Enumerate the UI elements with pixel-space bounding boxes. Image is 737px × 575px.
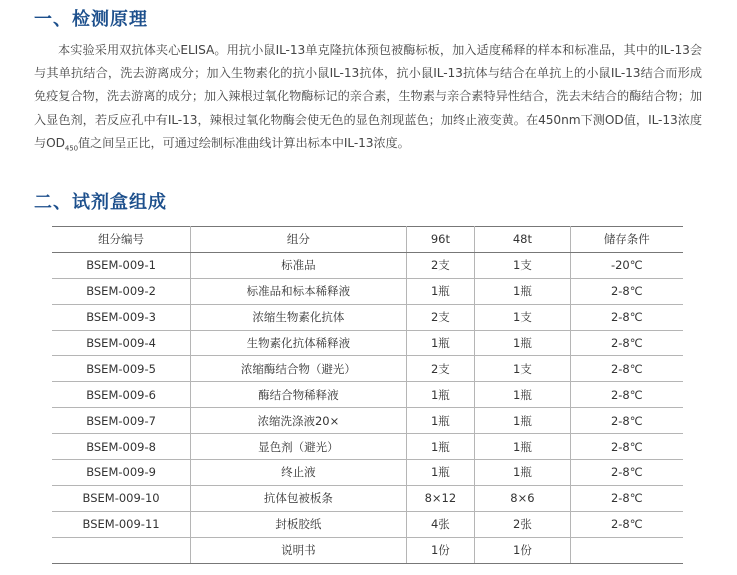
- cell-code: BSEM-009-6: [52, 382, 191, 408]
- header-component: 组分: [191, 227, 406, 253]
- cell-storage: 2-8℃: [570, 485, 683, 511]
- table-row: [52, 278, 683, 304]
- cell-component: 酶结合物稀释液: [191, 382, 406, 408]
- cell-storage: 2-8℃: [570, 330, 683, 356]
- cell-48t: 1支: [475, 304, 570, 330]
- cell-component: 抗体包被板条: [191, 485, 406, 511]
- cell-code: BSEM-009-3: [52, 304, 191, 330]
- cell-48t: 8×6: [475, 485, 570, 511]
- cell-48t: 1瓶: [475, 330, 570, 356]
- table-row: [52, 382, 683, 408]
- cell-component: 浓缩酶结合物（避光）: [191, 356, 406, 382]
- cell-storage: 2-8℃: [570, 408, 683, 434]
- cell-component: 生物素化抗体稀释液: [191, 330, 406, 356]
- cell-96t: 1瓶: [406, 330, 475, 356]
- cell-component: 显色剂（避光）: [191, 434, 406, 460]
- kit-components-table: [52, 226, 683, 564]
- cell-96t: 1瓶: [406, 382, 475, 408]
- cell-component: 封板胶纸: [191, 511, 406, 537]
- cell-48t: 2张: [475, 511, 570, 537]
- cell-96t: 1瓶: [406, 278, 475, 304]
- cell-48t: 1瓶: [475, 434, 570, 460]
- cell-component: 标准品和标本稀释液: [191, 278, 406, 304]
- cell-code: BSEM-009-2: [52, 278, 191, 304]
- cell-code: BSEM-009-1: [52, 252, 191, 278]
- cell-48t: 1瓶: [475, 460, 570, 486]
- cell-96t: 1瓶: [406, 460, 475, 486]
- cell-96t: 1瓶: [406, 408, 475, 434]
- cell-96t: 4张: [406, 511, 475, 537]
- cell-storage: 2-8℃: [570, 511, 683, 537]
- header-48t: 48t: [475, 227, 570, 253]
- cell-component: 标准品: [191, 252, 406, 278]
- table-row: [52, 460, 683, 486]
- cell-storage: 2-8℃: [570, 434, 683, 460]
- cell-48t: 1支: [475, 356, 570, 382]
- table-row: [52, 356, 683, 382]
- wavelength-subscript: 450: [64, 144, 78, 153]
- cell-component: 浓缩洗涤液20×: [191, 408, 406, 434]
- principle-text: 本实验采用双抗体夹心ELISA。用抗小鼠IL-13单克隆抗体预包被酶标板，加入适度稀释的样本和标准品，其中的IL-13会与其单抗结合，洗去游离成分；加入生物素化的抗小鼠IL-13抗体，抗小鼠IL-13抗体与结合在单抗上的小鼠IL-13结合而形成免疫复合物，洗去游离的成分；加入辣根过氧化物酶标记的亲合素，生物素与亲合素特异性结合，洗去未结合的酶结合物；加入显色剂，若反应孔中有IL-13，辣根过氧化物酶会使无色的显色剂现蓝色；加终止液变黄。在450nm下测OD值，IL-13浓度与OD: [34, 43, 702, 150]
- table-row: [52, 511, 683, 537]
- cell-storage: 2-8℃: [570, 278, 683, 304]
- table-row: [52, 252, 683, 278]
- cell-96t: 1瓶: [406, 434, 475, 460]
- header-96t: 96t: [406, 227, 475, 253]
- principle-text-end: 值之间呈正比，可通过绘制标准曲线计算出标本中IL-13浓度。: [77, 135, 410, 150]
- cell-48t: 1瓶: [475, 408, 570, 434]
- cell-48t: 1瓶: [475, 382, 570, 408]
- cell-storage: 2-8℃: [570, 304, 683, 330]
- cell-storage: 2-8℃: [570, 382, 683, 408]
- table-row: [52, 485, 683, 511]
- cell-component: 说明书: [191, 537, 406, 563]
- section-title-principle: 一、检测原理: [34, 9, 148, 30]
- cell-48t: 1支: [475, 252, 570, 278]
- cell-96t: 2支: [406, 252, 475, 278]
- table-row: [52, 330, 683, 356]
- cell-code: [52, 537, 191, 563]
- cell-96t: 1份: [406, 537, 475, 563]
- header-code: 组分编号: [52, 227, 191, 253]
- cell-component: 浓缩生物素化抗体: [191, 304, 406, 330]
- cell-code: BSEM-009-8: [52, 434, 191, 460]
- section-title-kit-components: 二、试剂盒组成: [34, 192, 167, 213]
- table-body: [52, 252, 683, 563]
- table-row: [52, 537, 683, 563]
- cell-96t: 2支: [406, 356, 475, 382]
- cell-storage: -20℃: [570, 252, 683, 278]
- table-row: [52, 434, 683, 460]
- table-header-row: [52, 227, 683, 253]
- header-storage: 储存条件: [570, 227, 683, 253]
- table-row: [52, 304, 683, 330]
- cell-code: BSEM-009-10: [52, 485, 191, 511]
- cell-code: BSEM-009-4: [52, 330, 191, 356]
- cell-code: BSEM-009-11: [52, 511, 191, 537]
- cell-code: BSEM-009-9: [52, 460, 191, 486]
- cell-48t: 1瓶: [475, 278, 570, 304]
- cell-component: 终止液: [191, 460, 406, 486]
- cell-code: BSEM-009-7: [52, 408, 191, 434]
- principle-paragraph: [34, 39, 702, 155]
- cell-96t: 2支: [406, 304, 475, 330]
- cell-96t: 8×12: [406, 485, 475, 511]
- cell-code: BSEM-009-5: [52, 356, 191, 382]
- cell-storage: 2-8℃: [570, 356, 683, 382]
- table-row: [52, 408, 683, 434]
- cell-storage: 2-8℃: [570, 460, 683, 486]
- cell-48t: 1份: [475, 537, 570, 563]
- cell-storage: [570, 537, 683, 563]
